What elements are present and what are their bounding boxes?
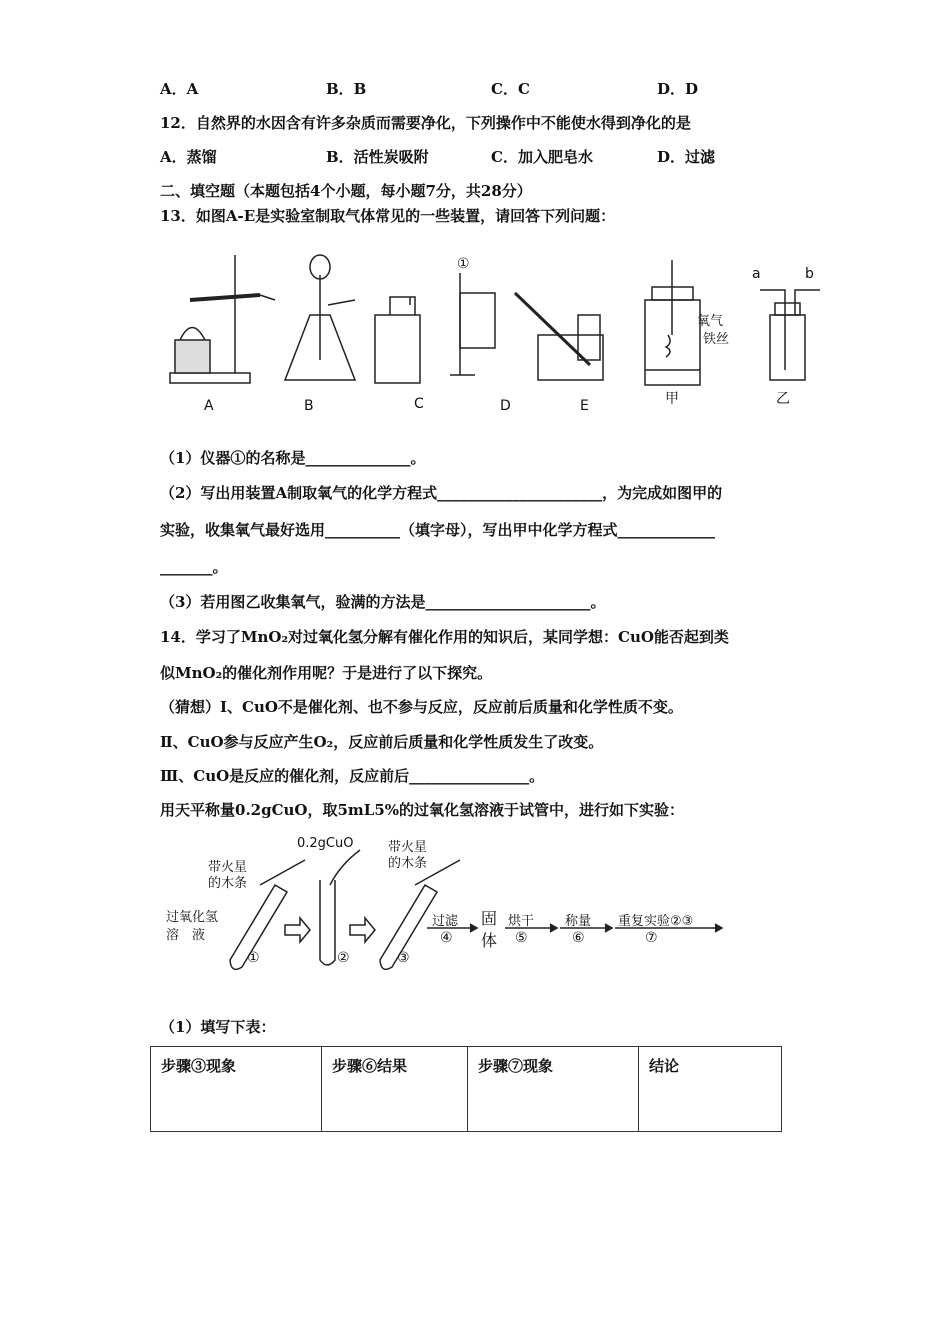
step-5-marker: ⑤: [515, 930, 528, 946]
q14-table-intro: （1）填写下表：: [160, 1018, 276, 1036]
table-header-step3[interactable]: 步骤③现象: [151, 1047, 322, 1132]
fig-label-yi: 乙: [776, 391, 790, 407]
step-4-marker: ④: [440, 930, 453, 946]
label-tube-a: a: [752, 266, 761, 282]
apparatus-c-bottle: [375, 315, 420, 383]
fig-label-jia: 甲: [665, 391, 679, 407]
splint1-label-a: 带火星: [208, 860, 248, 875]
solid-label-b: 体: [481, 931, 498, 950]
q14-line1: 14．学习了MnO₂对过氧化氢分解有催化作用的知识后，某同学想：CuO能否起到类: [160, 628, 729, 646]
label-oxygen: 氧气: [697, 314, 724, 329]
fig-label-d: D: [500, 398, 511, 414]
weigh-label: 称量: [565, 914, 592, 929]
step-2-marker: ②: [337, 950, 350, 966]
q13-stem: 13．如图A-E是实验室制取气体常见的一些装置，请回答下列问题：: [160, 207, 616, 225]
q14-line2: 似MnO₂的催化剂作用呢？于是进行了以下探究。: [160, 664, 493, 682]
q13-apparatus-figure: [160, 245, 840, 415]
table-header-step7[interactable]: 步骤⑦现象: [468, 1047, 639, 1132]
fig-label-c: C: [414, 396, 424, 412]
solid-label-a: 固: [481, 909, 498, 928]
q12-option-a: A．蒸馏: [160, 148, 217, 166]
q13-part2a: （2）写出用装置A制取氧气的化学方程式______________________，为完成如图甲的: [160, 484, 723, 502]
q14-line4: Ⅱ、CuO参与反应产生O₂，反应前后质量和化学性质发生了改变。: [160, 733, 604, 751]
q12-stem: 12．自然界的水因含有许多杂质而需要净化，下列操作中不能使水得到净化的是: [160, 114, 691, 132]
q12-option-c: C．加入肥皂水: [491, 148, 593, 166]
h2o2-label-a: 过氧化氢: [166, 910, 219, 925]
instrument-marker-1: ①: [457, 256, 470, 272]
q13-part2c: _______。: [160, 558, 228, 576]
dry-label: 烘干: [508, 914, 535, 929]
apparatus-d-cylinder: [460, 293, 495, 348]
prev-option-b: B．B: [326, 80, 367, 98]
repeat-label: 重复实验②③: [618, 914, 694, 929]
section-heading: 二、填空题（本题包括4个小题，每小题7分，共28分）: [160, 182, 532, 200]
prev-option-a: A．A: [160, 80, 199, 98]
flow-arrow-1: [285, 918, 310, 942]
q14-answer-table: [150, 1046, 782, 1132]
fig-label-a: A: [204, 398, 214, 414]
splint1-label-b: 的木条: [208, 876, 248, 891]
prev-option-d: D．D: [657, 80, 699, 98]
q13-part3: （3）若用图乙收集氧气，验满的方法是______________________。: [160, 593, 606, 611]
step-1-marker: ①: [247, 950, 260, 966]
fig-label-b: B: [304, 398, 314, 414]
q14-line3: （猜想）Ⅰ、CuO不是催化剂、也不参与反应，反应前后质量和化学性质不变。: [160, 698, 683, 716]
flow-arrow-2: [350, 918, 375, 942]
table-header-conclusion[interactable]: 结论: [639, 1047, 782, 1132]
apparatus-yi-bottle: [770, 315, 805, 380]
cuo-label: 0.2gCuO: [297, 836, 354, 851]
q14-line6: 用天平称量0.2gCuO，取5mL5%的过氧化氢溶液于试管中，进行如下实验：: [160, 801, 685, 819]
table-header-step6[interactable]: 步骤⑥结果: [322, 1047, 468, 1132]
step-7-marker: ⑦: [645, 930, 658, 946]
step-6-marker: ⑥: [572, 930, 585, 946]
apparatus-a-base: [170, 373, 250, 383]
splint2-label-a: 带火星: [388, 840, 428, 855]
q12-option-d: D．过滤: [657, 148, 716, 166]
q13-part1: （1）仪器①的名称是______________。: [160, 449, 426, 467]
prev-option-c: C．C: [491, 80, 530, 98]
q14-line5: Ⅲ、CuO是反应的催化剂，反应前后________________。: [160, 767, 545, 785]
label-iron-wire: 铁丝: [703, 332, 730, 347]
label-tube-b: b: [805, 266, 814, 282]
h2o2-label-b: 溶 液: [166, 928, 206, 943]
q13-part2b: 实验，收集氧气最好选用__________（填字母），写出甲中化学方程式_____________: [160, 521, 716, 539]
splint2-label-b: 的木条: [388, 856, 428, 871]
filter-label: 过滤: [432, 914, 459, 929]
test-tube-2: [320, 880, 335, 965]
apparatus-e-trough: [538, 335, 603, 380]
step-3-marker: ③: [397, 950, 410, 966]
q12-option-b: B．活性炭吸附: [326, 148, 429, 166]
fig-label-e: E: [580, 398, 589, 414]
